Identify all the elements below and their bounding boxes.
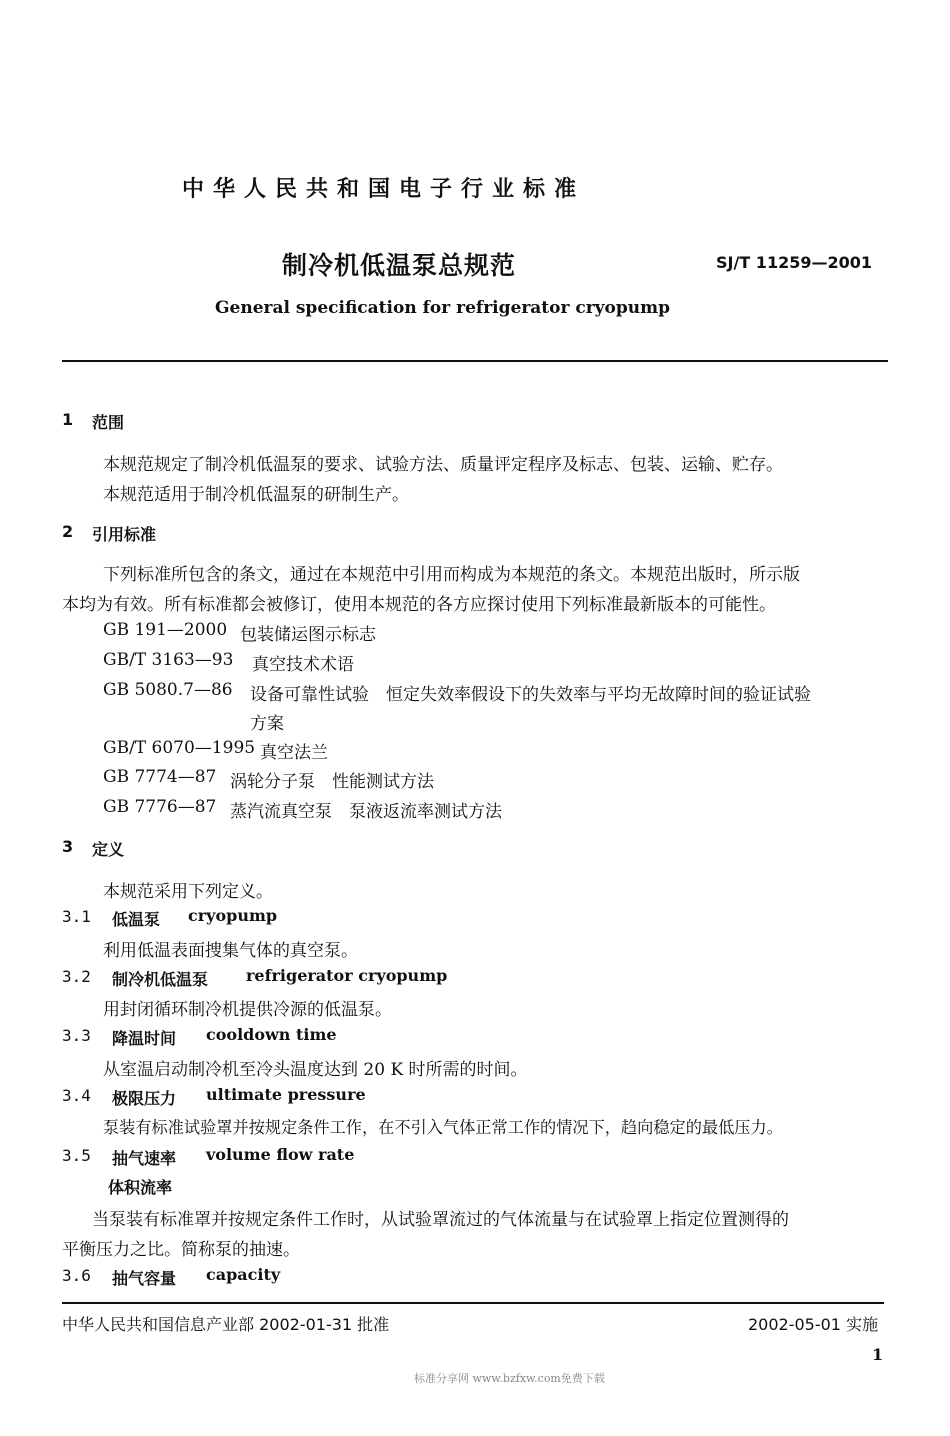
section-1-paragraph-2: 本规范适用于制冷机低温泵的研制生产。: [103, 485, 409, 505]
definition-term-cn: 低温泵: [112, 910, 161, 929]
section-2-paragraph-line-1: 下列标准所包含的条文，通过在本规范中引用而构成为本规范的条文。本规范出版时，所示版: [103, 565, 800, 585]
approval-note: 中华人民共和国信息产业部 2002-01-31 批准: [62, 1315, 390, 1334]
definition-alt-term: 体积流率: [108, 1178, 173, 1197]
reference-code: GB/T 6070—1995: [103, 738, 256, 758]
watermark: 标准分享网 www.bzfxw.com免费下载: [414, 1372, 605, 1385]
definition-term-en: cryopump: [188, 906, 278, 925]
definition-text: 用封闭循环制冷机提供冷源的低温泵。: [103, 1000, 392, 1020]
page-number: 1: [872, 1345, 884, 1364]
implementation-date: 2002-05-01 实施: [748, 1315, 879, 1334]
standard-number: SJ/T 11259—2001: [716, 253, 872, 272]
section-3-title: 定义: [92, 840, 125, 859]
definition-text: 泵装有标准试验罩并按规定条件工作，在不引入气体正常工作的情况下，趋向稳定的最低压力。: [103, 1118, 783, 1137]
definition-number: 3.2: [62, 967, 91, 986]
reference-title: 涡轮分子泵 性能测试方法: [230, 772, 434, 792]
definition-number: 3.1: [62, 907, 91, 926]
definition-text-line-2: 平衡压力之比。简称泵的抽速。: [62, 1240, 300, 1260]
reference-code: GB 5080.7—86: [103, 680, 233, 700]
reference-code: GB 7776—87: [103, 797, 217, 817]
reference-title: 包装储运图示标志: [240, 625, 376, 645]
section-1-title: 范围: [92, 413, 125, 432]
definition-number: 3.5: [62, 1146, 91, 1165]
reference-title: 真空法兰: [260, 743, 328, 763]
reference-title: 设备可靠性试验 恒定失效率假设下的失效率与平均无故障时间的验证试验: [250, 685, 811, 705]
english-title: General specification for refrigerator cryopump: [215, 298, 671, 318]
definition-term-en: ultimate pressure: [206, 1085, 366, 1104]
section-3-intro: 本规范采用下列定义。: [103, 882, 273, 902]
section-2-number: 2: [62, 522, 74, 541]
definition-text: 利用低温表面捜集气体的真空泵。: [103, 941, 358, 961]
reference-title: 真空技术术语: [252, 655, 354, 675]
definition-term-cn: 极限压力: [112, 1089, 177, 1108]
definition-term-cn: 降温时间: [112, 1029, 177, 1048]
definition-number: 3.4: [62, 1086, 91, 1105]
reference-code: GB 191—2000: [103, 620, 228, 640]
org-title: 中华人民共和国电子行业标准: [182, 177, 586, 202]
definition-text-line-1: 当泵装有标准罩并按规定条件工作时，从试验罩流过的气体流量与在试验罩上指定位置测得的: [92, 1210, 789, 1230]
footer-divider: [62, 1302, 884, 1304]
definition-number: 3.6: [62, 1266, 91, 1285]
definition-term-en: volume flow rate: [206, 1145, 355, 1164]
section-2-title: 引用标准: [92, 525, 157, 544]
doc-title: 制冷机低温泵总规范: [282, 251, 517, 280]
reference-title: 蒸汽流真空泵 泵液返流率测试方法: [230, 802, 502, 822]
definition-text: 从室温启动制冷机至冷头温度达到 20 K 时所需的时间。: [103, 1060, 528, 1080]
definition-term-cn: 抽气速率: [112, 1149, 177, 1168]
section-2-paragraph-line-2: 本均为有效。所有标准都会被修订，使用本规范的各方应探讨使用下列标准最新版本的可能性。: [62, 595, 776, 615]
section-1-number: 1: [62, 410, 74, 429]
definition-number: 3.3: [62, 1026, 91, 1045]
reference-code: GB 7774—87: [103, 767, 217, 787]
definition-term-en: cooldown time: [206, 1025, 337, 1044]
definition-term-en: refrigerator cryopump: [246, 966, 448, 985]
reference-title-continuation: 方案: [250, 714, 284, 734]
section-3-number: 3: [62, 837, 74, 856]
reference-code: GB/T 3163—93: [103, 650, 234, 670]
header-divider: [62, 360, 888, 362]
definition-term-cn: 抽气容量: [112, 1269, 177, 1288]
definition-term-cn: 制冷机低温泵: [112, 970, 209, 989]
section-1-paragraph-1: 本规范规定了制冷机低温泵的要求、试验方法、质量评定程序及标志、包装、运输、贮存。: [103, 455, 783, 475]
definition-term-en: capacity: [206, 1265, 281, 1284]
